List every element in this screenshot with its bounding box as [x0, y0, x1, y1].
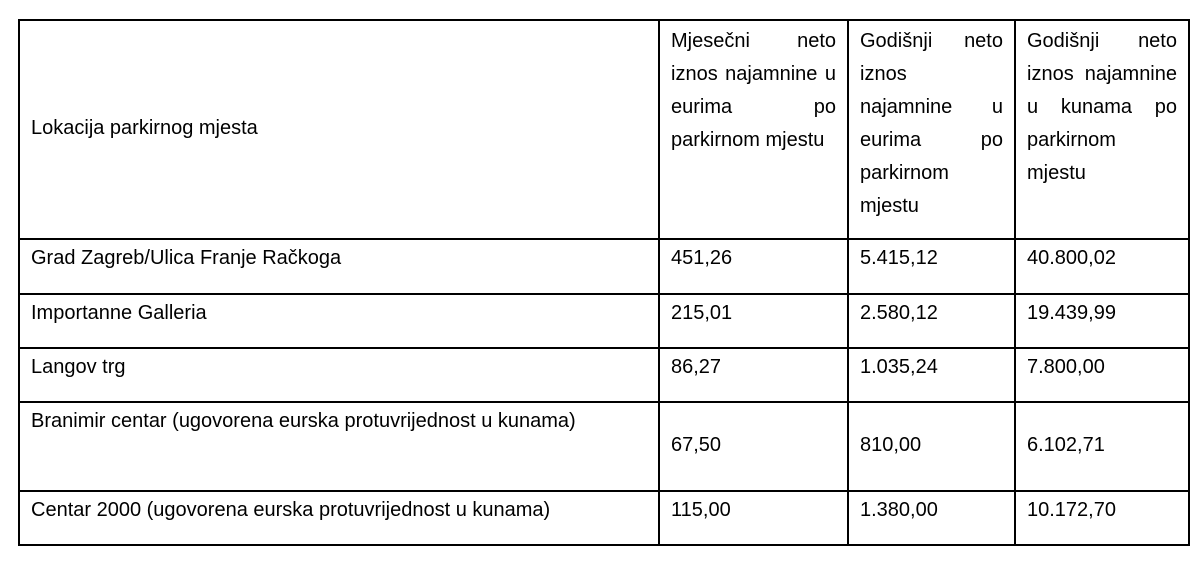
annual-hrk-cell: 40.800,02: [1015, 239, 1189, 294]
monthly-eur-cell: 115,00: [659, 491, 848, 545]
location-cell: Importanne Galleria: [19, 294, 659, 348]
location-cell: Grad Zagreb/Ulica Franje Račkoga: [19, 239, 659, 294]
table-row: [19, 294, 1189, 348]
table-row: [19, 491, 1189, 545]
monthly-eur-cell: 67,50: [659, 402, 848, 491]
location-cell: Langov trg: [19, 348, 659, 402]
annual-eur-cell: 2.580,12: [848, 294, 1015, 348]
annual-hrk-cell: 7.800,00: [1015, 348, 1189, 402]
monthly-eur-cell: 86,27: [659, 348, 848, 402]
annual-hrk-cell: 10.172,70: [1015, 491, 1189, 545]
annual-eur-cell: 810,00: [848, 402, 1015, 491]
table-header-row: [19, 20, 1189, 239]
table-row: [19, 402, 1189, 491]
annual-hrk-cell: 19.439,99: [1015, 294, 1189, 348]
annual-eur-cell: 5.415,12: [848, 239, 1015, 294]
parking-rent-table: [18, 19, 1190, 546]
header-location: Lokacija parkirnog mjesta: [19, 20, 659, 239]
header-monthly-eur: Mjesečni neto iznos najamnine u eurima po parkirnom mjestu: [659, 20, 848, 239]
header-annual-eur: Godišnji neto iznos najamnine u eurima po parkirnom mjestu: [848, 20, 1015, 239]
annual-eur-cell: 1.380,00: [848, 491, 1015, 545]
header-annual-hrk: Godišnji neto iznos najamnine u kunama po parkirnom mjestu: [1015, 20, 1189, 239]
table-row: [19, 239, 1189, 294]
monthly-eur-cell: 215,01: [659, 294, 848, 348]
annual-hrk-cell: 6.102,71: [1015, 402, 1189, 491]
location-cell: Branimir centar (ugovorena eurska protuvrijednost u kunama): [19, 402, 659, 491]
location-cell: Centar 2000 (ugovorena eurska protuvrijednost u kunama): [19, 491, 659, 545]
annual-eur-cell: 1.035,24: [848, 348, 1015, 402]
table-row: [19, 348, 1189, 402]
monthly-eur-cell: 451,26: [659, 239, 848, 294]
